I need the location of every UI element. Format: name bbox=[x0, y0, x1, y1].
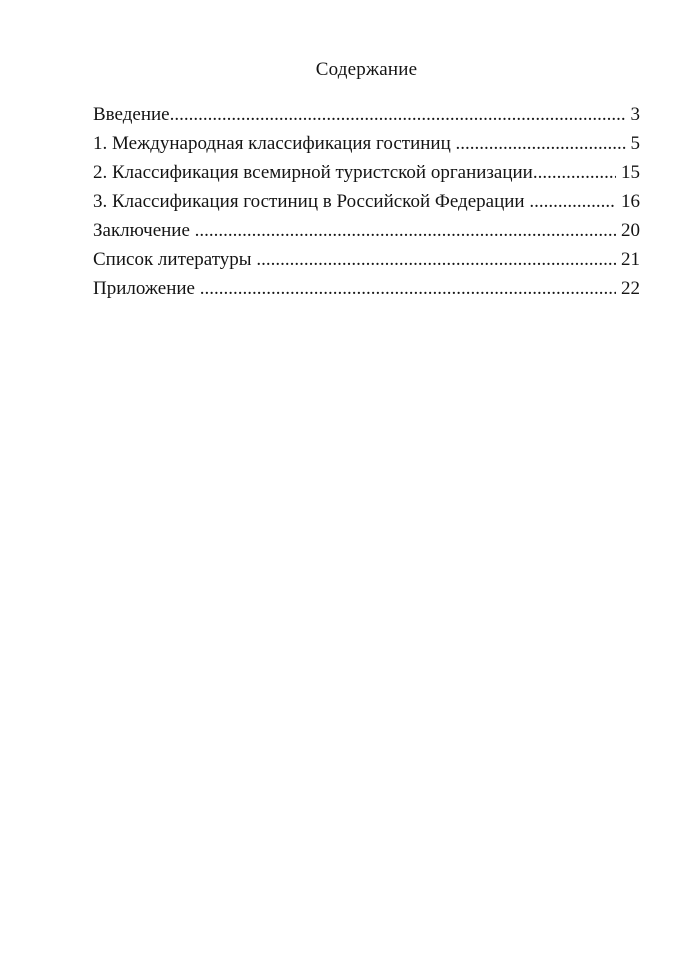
toc-entry[interactable] bbox=[93, 129, 640, 158]
toc-page-number: 3 bbox=[630, 104, 640, 125]
toc-entry[interactable] bbox=[93, 158, 640, 187]
toc-page-number: 5 bbox=[630, 133, 640, 154]
toc-entry[interactable] bbox=[93, 100, 640, 129]
toc-entry-label: 3. Классификация гостиниц в Российской Федерации bbox=[93, 191, 530, 212]
toc-dot-leader bbox=[533, 158, 616, 187]
toc-page-number: 16 bbox=[621, 191, 640, 212]
toc-page-number: 15 bbox=[621, 162, 640, 183]
toc-entry[interactable] bbox=[93, 274, 640, 303]
toc-dot-leader bbox=[456, 129, 626, 158]
toc-entry-label: Заключение bbox=[93, 220, 195, 241]
page-title: Содержание bbox=[315, 59, 418, 80]
toc-dot-leader bbox=[256, 245, 616, 274]
toc-content bbox=[0, 0, 674, 303]
toc-entry-label: Введение bbox=[93, 104, 170, 125]
toc-entry[interactable] bbox=[93, 216, 640, 245]
toc-page-number: 20 bbox=[621, 220, 640, 241]
toc-page-number: 21 bbox=[621, 249, 640, 270]
toc-entry-label: 2. Классификация всемирной туристской организации bbox=[93, 162, 533, 183]
toc-entry-label: Приложение bbox=[93, 278, 200, 299]
toc-entry-label: 1. Международная классификация гостиниц bbox=[93, 133, 456, 154]
toc-entry[interactable] bbox=[93, 245, 640, 274]
toc-dot-leader bbox=[529, 187, 616, 216]
toc-page-number: 22 bbox=[621, 278, 640, 299]
toc-dot-leader bbox=[195, 216, 616, 245]
toc-entry[interactable] bbox=[93, 187, 640, 216]
table-of-contents bbox=[93, 100, 640, 303]
toc-entry-label: Список литературы bbox=[93, 249, 257, 270]
toc-dot-leader bbox=[170, 100, 626, 129]
toc-dot-leader bbox=[200, 274, 616, 303]
